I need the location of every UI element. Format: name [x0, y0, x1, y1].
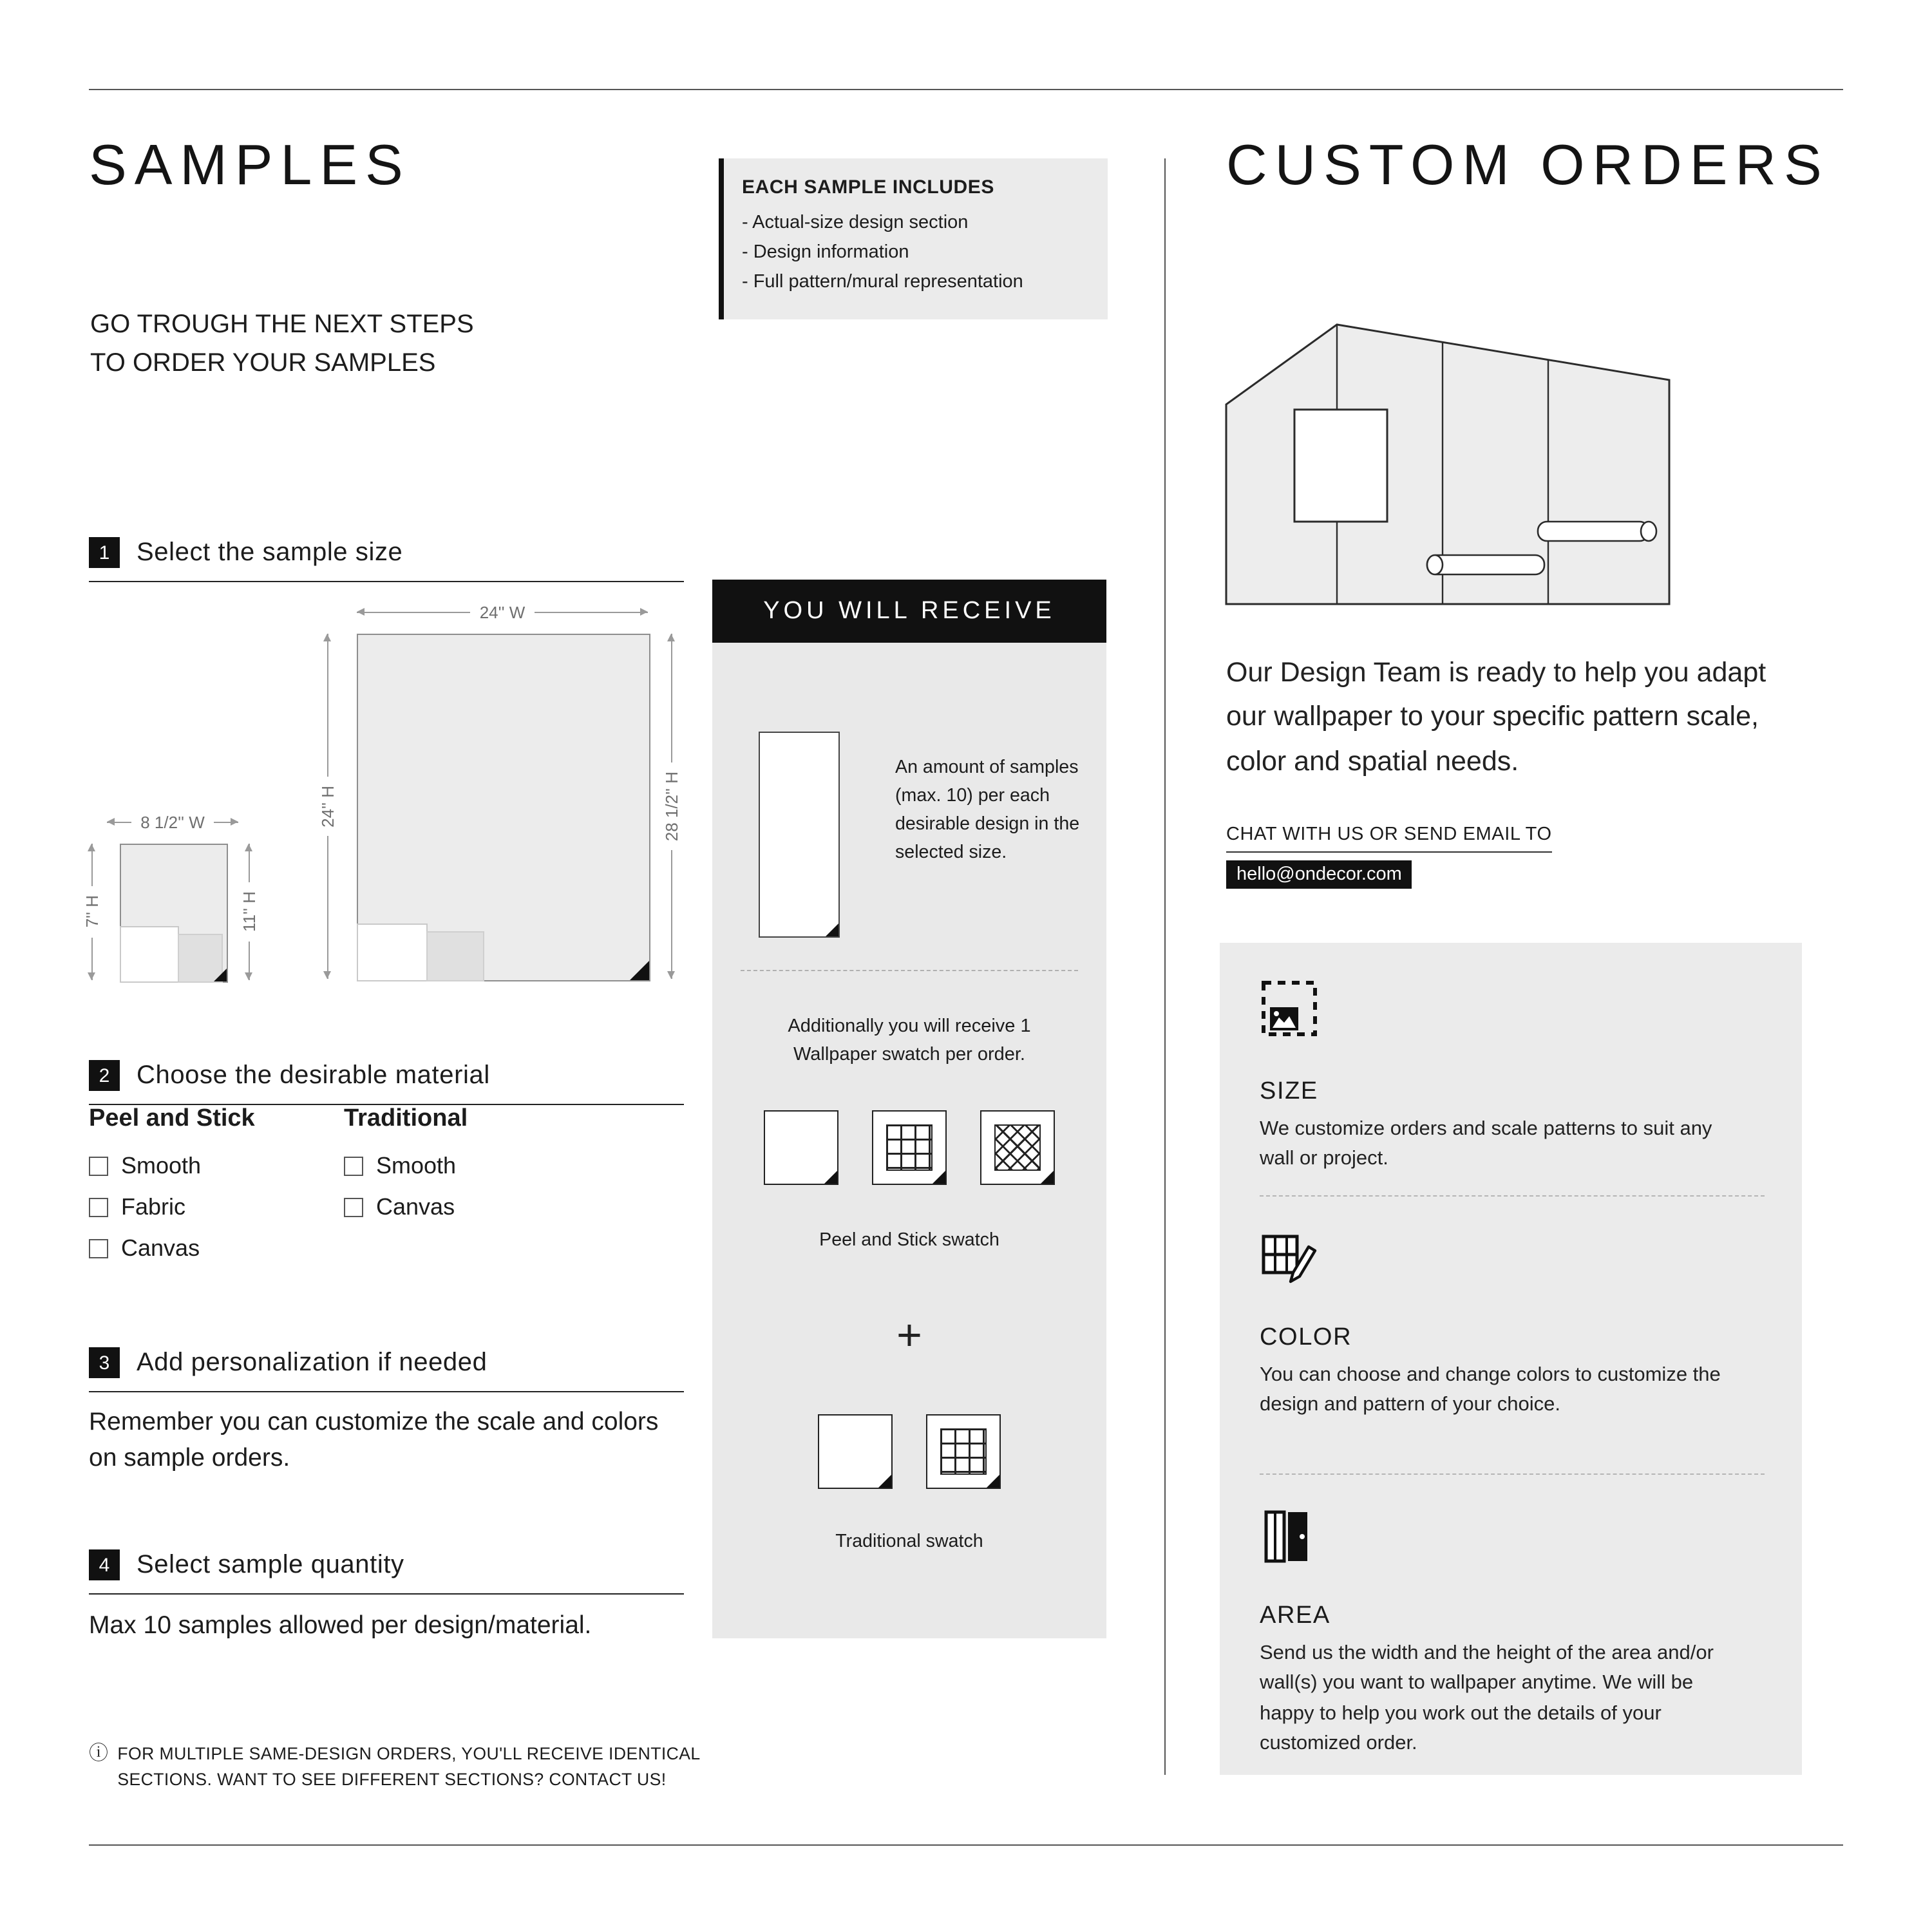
traditional-swatch-label: Traditional swatch — [835, 1531, 983, 1552]
small-sample-full-height-dim — [240, 844, 258, 980]
crosshatch-pattern — [994, 1124, 1041, 1171]
large-sample-diagram — [357, 634, 650, 981]
small-sample-diagram — [120, 844, 228, 983]
frame-on-wall — [1294, 410, 1387, 522]
material-option-row — [344, 1153, 468, 1180]
custom-orders-title: CUSTOM ORDERS — [1226, 134, 1830, 197]
large-sample-full-height-label: 28 1/2'' H — [661, 771, 681, 842]
samples-intro — [90, 305, 474, 383]
traditional-smooth-label: Smooth — [376, 1153, 457, 1179]
bottom-rule — [89, 1844, 1843, 1846]
material-option-row — [89, 1194, 255, 1221]
samples-intro-line-1: GO TROUGH THE NEXT STEPS — [90, 310, 474, 339]
dim-line — [327, 836, 328, 979]
material-option-row — [344, 1194, 468, 1221]
samples-title: SAMPLES — [89, 134, 411, 197]
footnote-text: FOR MULTIPLE SAME-DESIGN ORDERS, YOU'LL RECEIVE IDENTICAL SECTIONS. WANT TO SEE DIFFERENT SECTIONS? CONTACT US! — [117, 1744, 700, 1789]
wallpapered-wall-illustration — [1224, 319, 1672, 611]
dim-line — [670, 850, 672, 979]
peel-smooth-label: Smooth — [121, 1153, 202, 1179]
size-icon — [1260, 979, 1319, 1038]
wallpaper-roll-icon — [1538, 522, 1649, 541]
large-sample-full-height-dim — [662, 634, 680, 979]
feature-size-name: SIZE — [1260, 1078, 1318, 1105]
includes-item: - Actual-size design section — [742, 213, 969, 233]
large-sample-height-dim — [318, 634, 336, 979]
traditional-swatch-row — [712, 1414, 1106, 1489]
step-2-header — [89, 1060, 684, 1105]
area-icon — [1260, 1507, 1319, 1566]
dim-line — [670, 634, 672, 762]
peel-and-stick-title: Peel and Stick — [89, 1105, 255, 1132]
grid-swatch-icon — [872, 1110, 947, 1185]
large-sample-height-label: 24'' H — [317, 785, 337, 828]
grid-pattern — [886, 1124, 933, 1171]
large-sample-width-dim — [357, 603, 648, 621]
step-3-label: Add personalization if needed — [137, 1348, 488, 1376]
step-4-label: Select sample quantity — [137, 1550, 404, 1578]
peel-and-stick-material-group — [89, 1105, 255, 1276]
dim-line — [534, 611, 648, 612]
checkbox-traditional-smooth — [344, 1157, 363, 1176]
samples-intro-line-2: TO ORDER YOUR SAMPLES — [90, 349, 436, 377]
includes-item: - Full pattern/mural representation — [742, 272, 1023, 293]
traditional-material-group — [344, 1105, 468, 1235]
peel-swatch-label: Peel and Stick swatch — [819, 1230, 999, 1251]
column-divider — [1164, 158, 1166, 1775]
feature-size-desc: We customize orders and scale patterns to suit any wall or project. — [1260, 1118, 1712, 1170]
step-2-number-badge: 2 — [89, 1060, 120, 1091]
checkbox-peel-canvas — [89, 1239, 108, 1258]
feature-area-desc: Send us the width and the height of the area and/or wall(s) you want to wallpaper anytime. We will be happy to help you work out the details of your customized order. — [1260, 1642, 1714, 1754]
traditional-title: Traditional — [344, 1105, 468, 1132]
each-sample-includes-box — [719, 158, 1108, 319]
small-sample-width-label: 8 1/2'' W — [140, 812, 205, 831]
material-option-row — [89, 1235, 255, 1262]
peel-swatch-row — [712, 1110, 1106, 1185]
blank-swatch-icon — [818, 1414, 893, 1489]
step-1-number-badge: 1 — [89, 537, 120, 568]
small-sample-section-overlay — [120, 926, 179, 983]
traditional-canvas-label: Canvas — [376, 1194, 455, 1220]
dim-line — [357, 611, 471, 612]
dashed-divider — [1260, 1195, 1765, 1197]
contact-email[interactable]: hello@ondecor.com — [1226, 860, 1412, 889]
quantity-text: Max 10 samples allowed per design/material. — [89, 1611, 592, 1640]
small-sample-full-height-label: 11'' H — [239, 891, 258, 933]
feature-color-name: COLOR — [1260, 1324, 1352, 1351]
grid-swatch-icon — [926, 1414, 1001, 1489]
step-1-label: Select the sample size — [137, 538, 403, 566]
contact-label: CHAT WITH US OR SEND EMAIL TO — [1226, 824, 1552, 853]
blank-swatch-icon — [764, 1110, 838, 1185]
dim-line — [107, 821, 131, 822]
peel-fabric-label: Fabric — [121, 1194, 186, 1220]
top-rule — [89, 89, 1843, 90]
step-3-header — [89, 1347, 684, 1392]
small-sample-width-dim — [107, 813, 238, 831]
receive-samples-text: An amount of samples (max. 10) per each desirable design in the selected size. — [895, 757, 1080, 864]
personalization-text: Remember you can customize the scale and colors on sample orders. — [89, 1408, 659, 1473]
large-sample-section-overlay-2 — [426, 931, 484, 981]
peel-canvas-label: Canvas — [121, 1235, 200, 1261]
dim-line — [91, 937, 92, 980]
additional-swatch-text: Additionally you will receive 1 Wallpaper swatch per order. — [788, 1016, 1031, 1066]
custom-orders-intro: Our Design Team is ready to help you adapt our wallpaper to your specific pattern scale, color and spatial needs. — [1226, 657, 1766, 777]
step-3-number-badge: 3 — [89, 1347, 120, 1378]
dim-line — [91, 844, 92, 887]
custom-features-panel — [1220, 943, 1802, 1775]
footnote — [89, 1741, 707, 1793]
checkbox-peel-fabric — [89, 1198, 108, 1217]
small-sample-height-dim — [82, 844, 100, 980]
small-sample-height-label: 7'' H — [82, 895, 101, 929]
you-will-receive-panel — [712, 580, 1106, 1638]
info-icon: ⓘ — [89, 1743, 109, 1765]
dim-line — [327, 634, 328, 777]
plus-icon: + — [896, 1311, 922, 1360]
material-option-row — [89, 1153, 255, 1180]
dashed-divider — [741, 970, 1078, 971]
sample-page-icon — [759, 732, 840, 938]
color-icon — [1260, 1229, 1319, 1288]
large-sample-width-label: 24'' W — [479, 602, 526, 621]
step-1-header — [89, 537, 684, 582]
grid-pattern — [940, 1428, 987, 1475]
step-2-label: Choose the desirable material — [137, 1061, 490, 1089]
dim-line — [214, 821, 238, 822]
includes-item: - Design information — [742, 242, 909, 263]
crosshatch-swatch-icon — [980, 1110, 1055, 1185]
dim-line — [248, 844, 249, 883]
step-4-number-badge: 4 — [89, 1549, 120, 1580]
step-4-header — [89, 1549, 684, 1595]
feature-area-name: AREA — [1260, 1602, 1331, 1629]
dim-line — [248, 941, 249, 980]
feature-color-desc: You can choose and change colors to customize the design and pattern of your choice. — [1260, 1364, 1721, 1416]
you-will-receive-header: YOU WILL RECEIVE — [712, 580, 1106, 643]
includes-title: EACH SAMPLE INCLUDES — [742, 176, 995, 198]
checkbox-peel-smooth — [89, 1157, 108, 1176]
wallpaper-roll-icon — [1427, 555, 1544, 574]
dashed-divider — [1260, 1473, 1765, 1475]
small-sample-section-overlay-2 — [178, 934, 223, 983]
checkbox-traditional-canvas — [344, 1198, 363, 1217]
large-sample-section-overlay — [357, 923, 428, 981]
